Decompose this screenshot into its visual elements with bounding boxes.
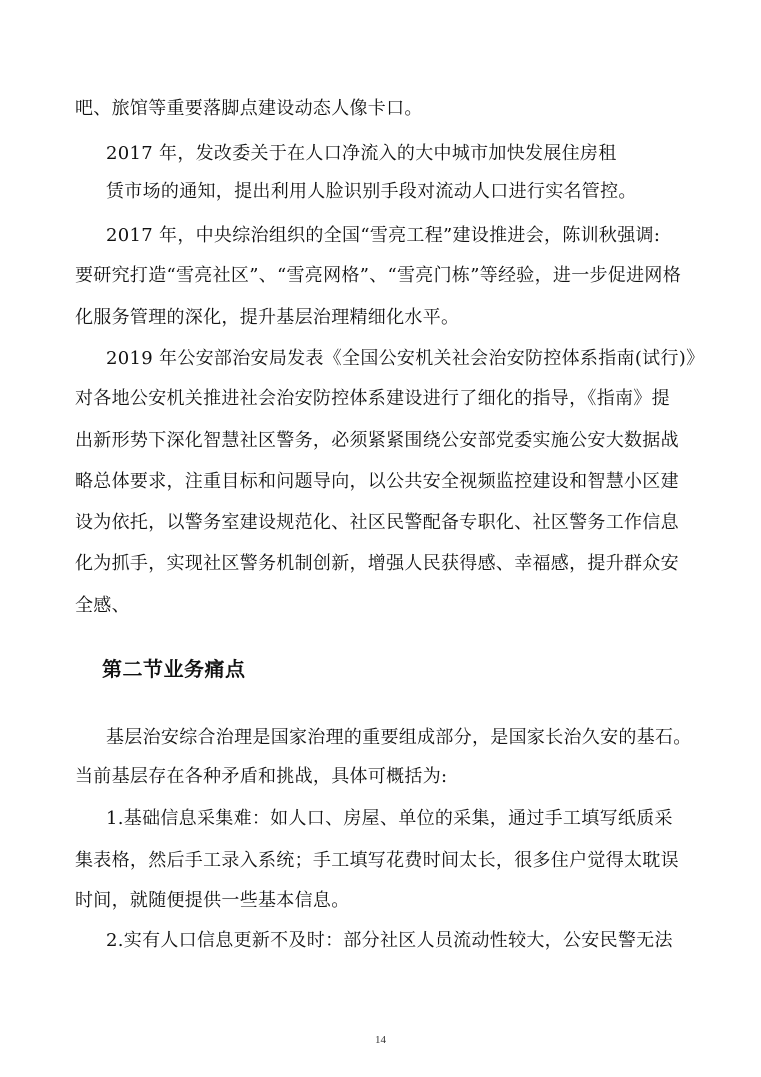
paragraph-line: 时间，就随便提供一些基本信息。 — [75, 890, 350, 911]
paragraph-line: 赁市场的通知，提出利用人脸识别手段对流动人口进行实名管控。 — [106, 181, 637, 202]
paragraph-line: 化为抓手，实现社区警务机制创新，增强人民获得感、幸福感，提升群众安 — [75, 553, 679, 574]
paragraph-line: 集表格，然后手工录入系统；手工填写花费时间太长，很多住户觉得太耽误 — [75, 850, 679, 871]
paragraph-line: 吧、旅馆等重要落脚点建设动态人像卡口。 — [75, 98, 423, 119]
paragraph-line: 略总体要求，注重目标和问题导向，以公共安全视频监控建设和智慧小区建 — [75, 471, 679, 492]
paragraph-line: 全感、 — [75, 595, 130, 616]
paragraph-line: 当前基层存在各种矛盾和挑战，具体可概括为: — [75, 766, 448, 787]
paragraph-line: 基层治安综合治理是国家治理的重要组成部分，是国家长治久安的基石。 — [106, 727, 692, 748]
paragraph-line: 2017 年，发改委关于在人口净流入的大中城市加快发展住房租 — [106, 143, 617, 164]
paragraph-line: 化服务管理的深化，提升基层治理精细化水平。 — [75, 307, 460, 328]
section-heading: 第二节业务痛点 — [102, 657, 246, 681]
paragraph-line: 2017 年，中央综治组织的全国“雪亮工程”建设推进会，陈训秋强调: — [106, 225, 661, 246]
page-number: 14 — [375, 1034, 386, 1046]
paragraph-line: 2.实有人口信息更新不及时：部分社区人员流动性较大，公安民警无法 — [106, 930, 673, 951]
paragraph-line: 1.基础信息采集难：如人口、房屋、单位的采集，通过手工填写纸质采 — [106, 808, 673, 829]
paragraph-line: 2019 年公安部治安局发表《全国公安机关社会治安防控体系指南(试行)》 — [106, 348, 705, 369]
paragraph-line: 要研究打造“雪亮社区”、“雪亮网格”、“雪亮门栋”等经验，进一步促进网格 — [75, 265, 682, 286]
paragraph-line: 对各地公安机关推进社会治安防控体系建设进行了细化的指导，《指南》提 — [75, 388, 670, 409]
paragraph-line: 出新形势下深化智慧社区警务，必须紧紧围绕公安部党委实施公安大数据战 — [75, 430, 679, 451]
paragraph-line: 设为依托，以警务室建设规范化、社区民警配备专职化、社区警务工作信息 — [75, 512, 679, 533]
